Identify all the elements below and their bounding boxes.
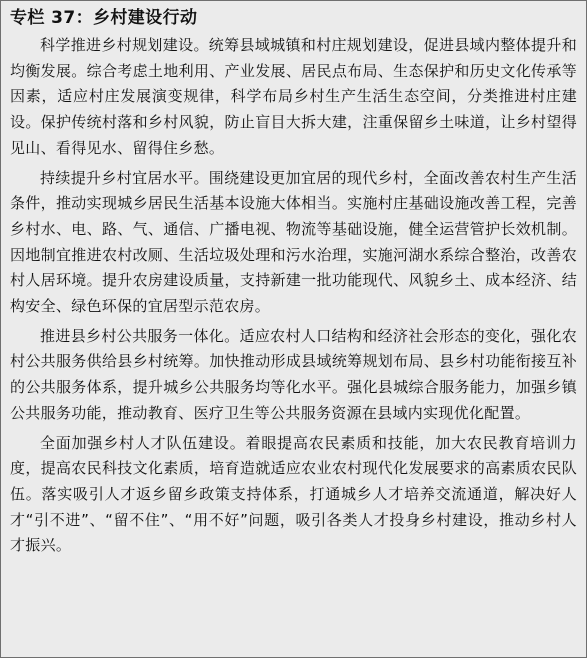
paragraph-public-services: 推进县乡村公共服务一体化。适应农村人口结构和经济社会形态的变化，强化农村公共服务供给县乡村统筹。加快推动形成县域统筹规划布局、县乡村功能衔接互补的公共服务体系，提升城乡公共服务均等化水平。强化县城综合服务能力，加强乡镇公共服务功能，推动教育、医疗卫生等公共服务资源在县域内实现优化配置。 [10,326,577,422]
box-title: 专栏 37：乡村建设行动 [10,8,198,28]
paragraph-livability: 持续提升乡村宜居水平。围绕建设更加宜居的现代乡村，全面改善农村生产生活条件，推动实现城乡居民生活基本设施大体相当。实施村庄基础设施改善工程，完善乡村水、电、路、气、通信、广播电视、物流等基础设施，健全运营管护长效机制。因地制宜推进农村改厕、生活垃圾处理和污水治理，实施河湖水系综合整治，改善农村人居环境。提升农房建设质量，支持新建一批功能现代、风貌乡土、成本经济、结构安全、绿色环保的宜居型示范农房。 [10,168,577,316]
paragraph-planning: 科学推进乡村规划建设。统筹县域城镇和村庄规划建设，促进县域内整体提升和均衡发展。综合考虑土地利用、产业发展、居民点布局、生态保护和历史文化传承等因素，适应村庄发展演变规律，科学布局乡村生产生活生态空间，分类推进村庄建设。保护传统村落和乡村风貌，防止盲目大拆大建，注重保留乡土味道，让乡村望得见山、看得见水、留得住乡愁。 [10,36,577,157]
paragraph-talent: 全面加强乡村人才队伍建设。着眼提高农民素质和技能，加大农民教育培训力度，提高农民科技文化素质，培育造就适应农业农村现代化发展要求的高素质农民队伍。落实吸引人才返乡留乡政策支持体系，打通城乡人才培养交流通道，解决好人才“引不进”、“留不住”、“用不好”问题，吸引各类人才投身乡村建设，推动乡村人才振兴。 [10,433,577,555]
